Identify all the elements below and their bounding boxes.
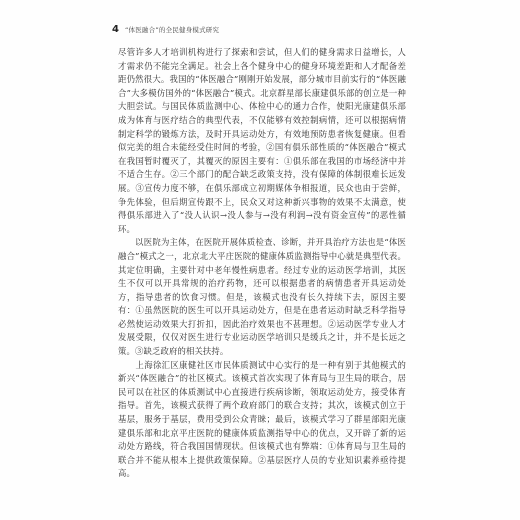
running-head [112, 24, 219, 38]
paragraph: 以医院为主体，在医院开展体质检查、诊断，并开具治疗方法也是“体医融合”模式之一，北京北大平庄医院的健康体质监测指导中心就是典型代表。其定位明确，主要针对中老年慢性病患者。经过专业的运动医学培训，其医生不仅可以开具常规的治疗药物，还可以根据患者的病情患者开具运动处方，指导患者的饮食习惯。但是，该模式也没有长久持续下去，原因主要有：①虽然医院的医生可以开具运动处方，但是在患者运动时缺乏科学指导必然使运动效果大打折扣，因此治疗效果也不甚理想。②运动医学专业人才发展受限，仅仅对医生进行专业运动医学培训只是缓兵之计，并不是长远之策。③缺乏政府的相关扶持。 [118, 237, 406, 357]
running-title: “体医融合”的全民健身模式研究 [124, 26, 220, 34]
paragraph: 尽管许多人才培训机构进行了探索和尝试，但人们的健身需求日益增长，人才需求仍不能完全满足。社会上各个健身中心的健身环境差距和人才配备差距仍然很大。我国的“体医融合”刚刚开始发展，部分城市目前实行的“体医融合”大多模仿国外的“体医融合”模式。北京群星部长康建俱乐部的创立是一种大胆尝试。与国民体质监测中心、体检中心的通力合作，使阳光康建俱乐部成为体育与医疗结合的典型代表，不仅能够有效控制病情，还可以根据病情制定科学的锻炼方法，及时开具运动处方，有效地预防患者恢复健康。但看似完美的组合未能经受住时间的考验，②国有俱乐部性质的“体医融合”模式在我国暂时覆灭了，其覆灭的原因主要有：①俱乐部在我国的市场经济中并不适合生存。②三个部门的配合缺乏政策支持，没有保障的体制很难长远发展。③宣传力度不够，在俱乐部成立初期媒体争相报道，民众也由于尝鲜，争先体验，但后期宣传跟不上，民众又对这种新兴事物的效果不太满意，使得俱乐部进入了“没人认识→没人参与→没有利润→没有资金宣传”的恶性循环。 [118, 47, 406, 234]
body-text [118, 46, 406, 481]
paragraph: 上海徐汇区康健社区市民体质测试中心实行的是一种有别于其他模式的新兴“体医融合”的社区模式。该模式首次实现了体育局与卫生局的联合，居民可以在社区的体质测试中心直接进行疾病诊断，领取运动处方，接受体育指导。首先，该模式获得了两个政府部门的联合支持；其次，该模式创立于基层，服务于基层，费用受到公众青睐；最后，该模式学习了群星部阳光康建俱乐部和北京平庄医院的健康体质监测指导中心的优点，又开辟了新的运动处方路线，符合我国国情现状。但该模式也有弊端：①体育局与卫生局的联合并不能从根本上提供政策保障。②基层医疗人员的专业知识素养亟待提高。 [118, 359, 406, 479]
page-number: 4 [112, 24, 119, 35]
